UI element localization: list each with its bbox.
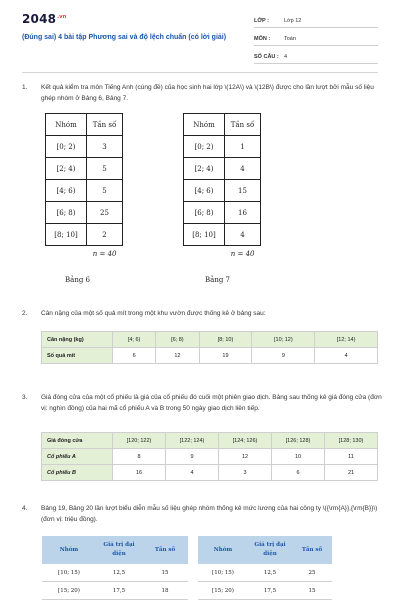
table-cell: 4: [225, 158, 261, 180]
table-cell: [2; 4): [46, 158, 87, 180]
meta-value: Toán: [284, 35, 296, 42]
table-header: [122; 124): [166, 433, 219, 449]
table-cell: 15: [225, 180, 261, 202]
question-text: Kết quả kiểm tra môn Tiếng Anh (cùng đề) của học sinh hai lớp \(12A\) và \(12B\) được cho lần lượt bởi mẫu số liệu ghép nhóm ở Bảng 6, Bảng 7.: [41, 84, 374, 102]
table-cell: 12,5: [96, 564, 142, 582]
meta-row-class: [254, 14, 378, 28]
table-cell: 5: [87, 180, 123, 202]
table-header: [10; 12): [252, 332, 315, 348]
question-text: Bảng 19, Bảng 20 lần lượt biểu diễn mẫu số liệu ghép nhóm thống kê mức lương của hai công ty \({\rm{A}},{\rm{B}}\) (đơn vị: triệu đồng).: [41, 505, 378, 523]
meta-key: SỐ CÂU :: [254, 53, 279, 60]
table-cell: 12: [156, 348, 199, 364]
table-cell: 4: [315, 348, 378, 364]
meta-row-count: [254, 50, 378, 64]
table-header: Giá trị đại diện: [96, 536, 142, 564]
table-header: [12; 14): [315, 332, 378, 348]
table-cell: 1: [225, 136, 261, 158]
table-row-label: Cổ phiếu A: [42, 449, 113, 465]
table-header: [124; 126): [219, 433, 272, 449]
site-logo[interactable]: [22, 12, 67, 26]
table-header: [128; 130): [325, 433, 378, 449]
table-cell: 9: [166, 449, 219, 465]
table-cell: 3: [219, 465, 272, 481]
table-bang-6: [45, 113, 123, 262]
table-bang-7: [183, 113, 261, 262]
table-cell: 4: [225, 224, 261, 246]
table-cell: 3: [87, 136, 123, 158]
table-stock-prices: [41, 432, 378, 481]
table-header: Cân nặng (kg): [42, 332, 113, 348]
table-caption: Bảng 6: [65, 276, 90, 284]
table-cell: [0; 2): [46, 136, 87, 158]
table-cell: 25: [292, 564, 332, 582]
table-cell: [8; 10]: [46, 224, 87, 246]
table-cell: [4; 6): [46, 180, 87, 202]
table-cell: 11: [325, 449, 378, 465]
table-header: Giá đóng cửa: [42, 433, 113, 449]
logo-text: 2048: [22, 12, 57, 26]
table-cell: 15: [292, 582, 332, 600]
table-cell: 8: [113, 449, 166, 465]
logo-suffix: .vn: [57, 14, 67, 20]
table-total: n = 40: [184, 246, 261, 263]
table-header: Tần số: [142, 536, 188, 564]
table-cell: 12,5: [248, 564, 292, 582]
table-header: Nhóm: [184, 114, 225, 136]
question-number: 3.: [22, 394, 28, 401]
table-cell: 17,5: [248, 582, 292, 600]
table-cell: 18: [142, 582, 188, 600]
table-header: Nhóm: [198, 536, 248, 564]
question-number: 2.: [22, 310, 28, 317]
question-text: Giá đóng cửa của một cổ phiếu là giá của cổ phiếu đó cuối một phiên giao dịch. Bảng sau thống kê giá đóng cửa (đơn vị: nghìn đồng) của hai mã cổ phiếu A và B trong 50 ngày giao dịch liên tiếp.: [41, 394, 382, 412]
table-cell: 6: [113, 348, 156, 364]
table-cell: 4: [166, 465, 219, 481]
table-cell: 6: [272, 465, 325, 481]
table-cell: 17,5: [96, 582, 142, 600]
table-header: Tần số: [292, 536, 332, 564]
table-cell: [10; 15): [198, 564, 248, 582]
table-header: Nhóm: [42, 536, 96, 564]
table-header: [120; 122): [113, 433, 166, 449]
meta-key: LỚP :: [254, 17, 269, 24]
table-cell: 21: [325, 465, 378, 481]
table-cell: 2: [87, 224, 123, 246]
table-cell: 16: [113, 465, 166, 481]
table-cell: 10: [272, 449, 325, 465]
table-header: [4; 6): [113, 332, 156, 348]
header-divider: [22, 72, 378, 73]
table-cell: 5: [87, 158, 123, 180]
table-header: [6; 8): [156, 332, 199, 348]
table-cell: [0; 2): [184, 136, 225, 158]
table-jackfruit-weight: [41, 331, 378, 364]
table-header: Nhóm: [46, 114, 87, 136]
meta-row-subject: [254, 32, 378, 46]
meta-value: 4: [284, 53, 288, 60]
table-header: [8; 10): [199, 332, 252, 348]
meta-key: MÔN :: [254, 35, 271, 42]
table-caption: Bảng 7: [205, 276, 230, 284]
table-cell: [8; 10]: [184, 224, 225, 246]
table-cell: 25: [87, 202, 123, 224]
table-bang-19: [42, 536, 188, 600]
question-number: 4.: [22, 505, 28, 512]
table-row-label: Cổ phiếu B: [42, 465, 113, 481]
question-text: Cân nặng của một số quả mít trong một khu vườn được thống kê ở bảng sau:: [41, 310, 266, 317]
table-cell: 15: [142, 564, 188, 582]
table-cell: [15; 20): [198, 582, 248, 600]
table-header: Giá trị đại diện: [248, 536, 292, 564]
table-cell: [15; 20): [42, 582, 96, 600]
table-row-label: Số quả mít: [42, 348, 113, 364]
table-cell: 16: [225, 202, 261, 224]
table-cell: 12: [219, 449, 272, 465]
table-cell: [10; 15): [42, 564, 96, 582]
meta-value: Lớp 12: [284, 17, 302, 24]
table-cell: [2; 4): [184, 158, 225, 180]
document-title: (Đúng sai) 4 bài tập Phương sai và độ lệch chuẩn (có lời giải): [22, 34, 227, 41]
table-cell: 9: [252, 348, 315, 364]
table-header: Tần số: [87, 114, 123, 136]
table-cell: 19: [199, 348, 252, 364]
table-bang-20: [198, 536, 332, 600]
table-cell: [6; 8): [184, 202, 225, 224]
table-cell: [4; 6): [184, 180, 225, 202]
table-total: n = 40: [46, 246, 123, 263]
table-cell: [6; 8): [46, 202, 87, 224]
table-header: Tần số: [225, 114, 261, 136]
table-header: [126; 128): [272, 433, 325, 449]
question-number: 1.: [22, 84, 28, 91]
document-meta: [254, 14, 378, 68]
